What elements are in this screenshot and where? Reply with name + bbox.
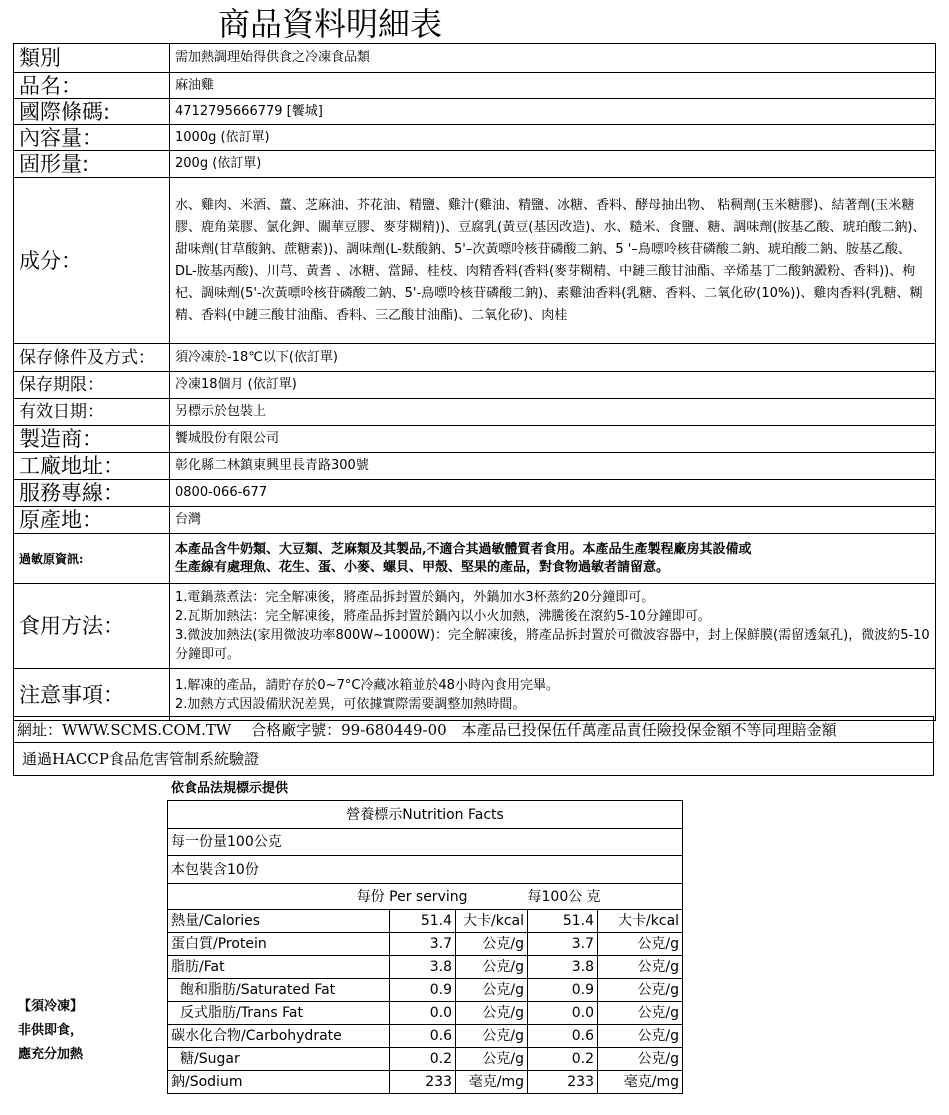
spec-row-origin bbox=[14, 507, 936, 534]
serving-size-row bbox=[168, 829, 683, 856]
serving-size: 每一份量100公克 bbox=[168, 829, 683, 856]
nutrient-row bbox=[168, 979, 683, 1002]
notes-line: 1.解凍的產品，請貯存於0~7°C冷藏冰箱並於48小時內食用完畢。 bbox=[175, 677, 559, 693]
spec-label: 工廠地址： bbox=[14, 453, 170, 480]
nutrient-value-100g: 0.2 bbox=[528, 1048, 598, 1071]
nutrient-row bbox=[168, 1002, 683, 1025]
usage-line: 1.電鍋蒸煮法：完全解凍後，將產品拆封置於鍋內，外鍋加水3杯蒸約20分鐘即可。 bbox=[175, 590, 655, 605]
spec-row-storage bbox=[14, 344, 936, 372]
spec-row-solid-content bbox=[14, 151, 936, 178]
nutrient-value-serving: 0.2 bbox=[390, 1048, 456, 1071]
spec-value: 麻油雞 bbox=[170, 73, 936, 99]
nutrient-unit-serving: 公克/g bbox=[456, 956, 528, 979]
nutrient-unit-100g: 公克/g bbox=[598, 956, 683, 979]
nutrient-unit-100g: 公克/g bbox=[598, 1025, 683, 1048]
notes-line: 2.加熱方式因設備狀況差異，可依據實際需要調整加熱時間。 bbox=[175, 696, 526, 712]
spec-label: 原產地： bbox=[14, 507, 170, 534]
nutrient-name: 飽和脂肪/Saturated Fat bbox=[168, 979, 390, 1002]
spec-value: 彰化縣二林鎮東興里長青路300號 bbox=[170, 453, 936, 480]
page-title: 商品資料明細表 bbox=[217, 5, 442, 43]
spec-label: 品名： bbox=[14, 73, 170, 99]
nutrient-unit-serving: 毫克/mg bbox=[456, 1071, 528, 1094]
spec-row-notes bbox=[14, 669, 936, 721]
nutrient-unit-100g: 大卡/kcal bbox=[598, 910, 683, 933]
spec-label: 類別 bbox=[14, 44, 170, 73]
allergen-line: 本產品含牛奶類、大豆類、芝麻類及其製品,不適合其過敏體質者食用。本產品生產製程廠房其設備或 bbox=[175, 541, 752, 557]
frozen-warning-note bbox=[18, 995, 83, 1067]
spec-row-expiry bbox=[14, 399, 936, 426]
servings-per-package: 本包裝含10份 bbox=[168, 856, 683, 884]
servings-row bbox=[168, 856, 683, 884]
website-license-line: 網址：WWW.SCMS.COM.TW 合格廠字號：99-680449-00 本產品已投保伍仟萬產品責任險投保金額不等同理賠金額 bbox=[13, 716, 934, 743]
usage-label: 食用方法： bbox=[14, 584, 170, 669]
nutrient-value-serving: 233 bbox=[390, 1071, 456, 1094]
nutrient-name: 蛋白質/Protein bbox=[168, 933, 390, 956]
nutrient-value-serving: 51.4 bbox=[390, 910, 456, 933]
notes-value bbox=[170, 669, 936, 721]
spec-label: 服務專線： bbox=[14, 480, 170, 507]
allergen-label: 過敏原資訊: bbox=[14, 534, 170, 584]
nutrient-name: 熱量/Calories bbox=[168, 910, 390, 933]
product-spec-table bbox=[13, 43, 936, 721]
nutrient-name: 鈉/Sodium bbox=[168, 1071, 390, 1094]
usage-line: 3.微波加熱法(家用微波功率800W~1000W)：完全解凍後，將產品拆封置於可微波容器中，封上保鮮膜(需留透氣孔)，微波約5-10分鐘即可。 bbox=[175, 628, 930, 662]
per-serving-header: 每份 Per serving bbox=[168, 884, 528, 910]
nutrient-row bbox=[168, 1048, 683, 1071]
nutrient-unit-100g: 公克/g bbox=[598, 1002, 683, 1025]
spec-label: 國際條碼: bbox=[14, 99, 170, 125]
spec-row-ingredients bbox=[14, 178, 936, 344]
nutrient-unit-serving: 公克/g bbox=[456, 1025, 528, 1048]
spec-row-barcode bbox=[14, 99, 936, 125]
nutrient-value-serving: 0.0 bbox=[390, 1002, 456, 1025]
notes-label: 注意事項： bbox=[14, 669, 170, 721]
nutrient-value-serving: 0.6 bbox=[390, 1025, 456, 1048]
usage-value bbox=[170, 584, 936, 669]
frozen-warning-line: 【須冷凍】 bbox=[18, 999, 84, 1014]
nutrient-value-100g: 3.8 bbox=[528, 956, 598, 979]
spec-value: 冷凍18個月 (依訂單) bbox=[170, 372, 936, 399]
nutrient-value-100g: 0.0 bbox=[528, 1002, 598, 1025]
nutrient-value-100g: 3.7 bbox=[528, 933, 598, 956]
nutrient-row bbox=[168, 956, 683, 979]
nutrient-value-serving: 0.9 bbox=[390, 979, 456, 1002]
frozen-warning-line: 應充分加熱 bbox=[18, 1047, 84, 1062]
spec-label: 有效日期： bbox=[14, 399, 170, 426]
nutrient-unit-serving: 公克/g bbox=[456, 1048, 528, 1071]
nutrient-value-100g: 0.9 bbox=[528, 979, 598, 1002]
haccp-line: 通過HACCP食品危害管制系統驗證 bbox=[13, 743, 934, 776]
nutrient-row bbox=[168, 933, 683, 956]
nutrient-row bbox=[168, 910, 683, 933]
nutrient-unit-100g: 公克/g bbox=[598, 979, 683, 1002]
spec-label: 製造商： bbox=[14, 426, 170, 453]
spec-row-usage bbox=[14, 584, 936, 669]
spec-label: 保存期限： bbox=[14, 372, 170, 399]
nutrient-name: 脂肪/Fat bbox=[168, 956, 390, 979]
spec-row-service-line bbox=[14, 480, 936, 507]
spec-label: 內容量： bbox=[14, 125, 170, 151]
nutrient-unit-serving: 公克/g bbox=[456, 933, 528, 956]
allergen-line: 生產線有處理魚、花生、蛋、小麥、螺貝、甲殼、堅果的產品，對食物過敏者請留意。 bbox=[175, 559, 670, 575]
nutrition-header-row bbox=[168, 801, 683, 829]
spec-value: 饗城股份有限公司 bbox=[170, 426, 936, 453]
usage-line: 2.瓦斯加熱法：完全解凍後，將產品拆封置於鍋內以小火加熱，沸騰後在滾約5-10分鐘即可。 bbox=[175, 609, 711, 624]
spec-row-product-name bbox=[14, 73, 936, 99]
nutrition-caption: 依食品法規標示提供 bbox=[171, 781, 289, 796]
nutrient-name: 糖/Sugar bbox=[168, 1048, 390, 1071]
nutrition-header: 營養標示Nutrition Facts bbox=[168, 801, 683, 829]
nutrient-value-serving: 3.7 bbox=[390, 933, 456, 956]
spec-value: 0800-066-677 bbox=[170, 480, 936, 507]
spec-row-net-content bbox=[14, 125, 936, 151]
nutrient-unit-serving: 公克/g bbox=[456, 979, 528, 1002]
nutrient-value-serving: 3.8 bbox=[390, 956, 456, 979]
nutrient-name: 反式脂肪/Trans Fat bbox=[168, 1002, 390, 1025]
spec-label: 成分： bbox=[14, 178, 170, 344]
nutrient-value-100g: 51.4 bbox=[528, 910, 598, 933]
nutrient-row bbox=[168, 1025, 683, 1048]
spec-row-shelf-life bbox=[14, 372, 936, 399]
spec-value: 需加熱調理始得供食之冷凍食品類 bbox=[170, 44, 936, 73]
nutrient-unit-100g: 公克/g bbox=[598, 933, 683, 956]
spec-value: 台灣 bbox=[170, 507, 936, 534]
nutrient-unit-serving: 大卡/kcal bbox=[456, 910, 528, 933]
nutrient-row bbox=[168, 1071, 683, 1094]
frozen-warning-line: 非供即食， bbox=[18, 1023, 84, 1038]
spec-row-allergen bbox=[14, 534, 936, 584]
allergen-value bbox=[170, 534, 936, 584]
spec-value: 須冷凍於-18℃以下(依訂單) bbox=[170, 344, 936, 372]
spec-row-manufacturer bbox=[14, 426, 936, 453]
per-100g-header: 每100公 克 bbox=[528, 884, 683, 910]
nutrient-value-100g: 233 bbox=[528, 1071, 598, 1094]
spec-row-category bbox=[14, 44, 936, 73]
nutrient-name: 碳水化合物/Carbohydrate bbox=[168, 1025, 390, 1048]
nutrition-facts-table bbox=[167, 800, 683, 1094]
spec-row-factory-address bbox=[14, 453, 936, 480]
nutrient-unit-serving: 公克/g bbox=[456, 1002, 528, 1025]
nutrition-column-header-row bbox=[168, 884, 683, 910]
nutrient-unit-100g: 毫克/mg bbox=[598, 1071, 683, 1094]
spec-value: 1000g (依訂單) bbox=[170, 125, 936, 151]
nutrient-value-100g: 0.6 bbox=[528, 1025, 598, 1048]
spec-label: 固形量: bbox=[14, 151, 170, 178]
spec-value: 4712795666779 [饗城] bbox=[170, 99, 936, 125]
spec-label: 保存條件及方式： bbox=[14, 344, 170, 372]
spec-value: 另標示於包裝上 bbox=[170, 399, 936, 426]
spec-value: 200g (依訂單) bbox=[170, 151, 936, 178]
nutrient-unit-100g: 公克/g bbox=[598, 1048, 683, 1071]
spec-value: 水、雞肉、米酒、薑、芝麻油、芥花油、精鹽、雞汁(雞油、精鹽、冰糖、香料、酵母抽出物、 粘稠劑(玉米糖膠)、結著劑(玉米糖膠、鹿角菜膠、氯化鉀、關華豆膠、麥芽糊精))、豆腐乳(黃豆(基因改造)、水、糙米、食鹽、糖、調味劑(胺基乙酸、琥珀酸二鈉)、甜味劑(甘草酸鈉、蔗糖素))、調味劑(L-麩酸鈉、5'–次黃嘌呤核苷磷酸二鈉、5 '–鳥嘌呤核苷磷酸二鈉、琥珀酸二鈉、胺基乙酸、DL-胺基丙酸)、川芎、黃耆 、冰糖、當歸、桂枝、肉精香料(香料(麥芽糊精、中鏈三酸甘油酯、辛烯基丁二酸鈉澱粉、香料))、枸杞、調味劑(5'-次黃嘌呤核苷磷酸二鈉、5'-鳥嘌呤核苷磷酸二鈉)、素雞油香料(乳糖、香料、二氧化矽(10%))、雞肉香料(乳糖、糊精、香料(中鏈三酸甘油酯、香料、三乙酸甘油酯)、二氧化矽)、肉桂 bbox=[170, 178, 936, 344]
